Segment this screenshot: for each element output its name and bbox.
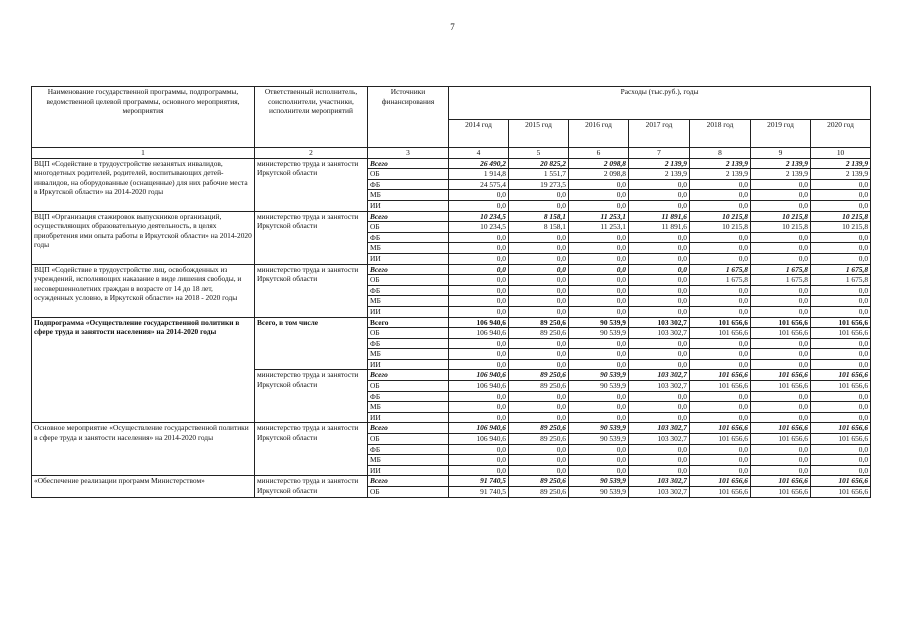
amount-cell: 89 250,6	[509, 370, 569, 381]
amount-cell: 0,0	[509, 275, 569, 286]
amount-cell: 0,0	[449, 264, 509, 275]
amount-cell: 0,0	[509, 402, 569, 413]
amount-cell: 101 656,6	[751, 434, 811, 445]
source-cell: Всего	[368, 211, 449, 222]
amount-cell: 0,0	[509, 306, 569, 317]
amount-cell: 106 940,6	[449, 370, 509, 381]
year-header: 2020 год	[811, 120, 871, 148]
amount-cell: 2 139,9	[629, 169, 690, 180]
source-cell: МБ	[368, 243, 449, 254]
amount-cell: 89 250,6	[509, 476, 569, 487]
measure-name: Основное мероприятие «Осуществление государственной политики в сфере труда и занятости населения» на 2014-2020 годы	[32, 423, 255, 476]
source-cell: Всего	[368, 317, 449, 328]
amount-cell: 0,0	[509, 338, 569, 349]
measure-name: ВЦП «Содействие в трудоустройстве лиц, освобожденных из учреждений, исполняющих наказание в виде лишения свободы, и несовершеннолетних граждан в возрасте от 14 до 18 лет, осужденных условно, в Иркутской области» на 2018 - 2020 годы	[32, 264, 255, 317]
amount-cell: 0,0	[449, 243, 509, 254]
amount-cell: 0,0	[449, 338, 509, 349]
amount-cell: 1 675,8	[751, 275, 811, 286]
col-header-executor: Ответственный исполнитель, соисполнители, участники, исполнители мероприятий	[255, 87, 368, 148]
amount-cell: 0,0	[449, 190, 509, 201]
amount-cell: 0,0	[569, 412, 629, 423]
col-header-expenses: Расходы (тыс.руб.), годы	[449, 87, 871, 120]
amount-cell: 0,0	[751, 306, 811, 317]
column-number: 10	[811, 148, 871, 159]
amount-cell: 0,0	[449, 306, 509, 317]
source-cell: ИИ	[368, 412, 449, 423]
amount-cell: 89 250,6	[509, 434, 569, 445]
amount-cell: 89 250,6	[509, 487, 569, 498]
amount-cell: 90 539,9	[569, 487, 629, 498]
amount-cell: 101 656,6	[690, 317, 751, 328]
amount-cell: 0,0	[569, 444, 629, 455]
amount-cell: 1 675,8	[751, 264, 811, 275]
amount-cell: 0,0	[629, 296, 690, 307]
amount-cell: 101 656,6	[690, 381, 751, 392]
amount-cell: 0,0	[811, 455, 871, 466]
amount-cell: 0,0	[629, 253, 690, 264]
amount-cell: 101 656,6	[690, 370, 751, 381]
amount-cell: 90 539,9	[569, 434, 629, 445]
year-header: 2017 год	[629, 120, 690, 148]
amount-cell: 0,0	[449, 296, 509, 307]
amount-cell: 1 675,8	[811, 275, 871, 286]
amount-cell: 0,0	[811, 306, 871, 317]
amount-cell: 103 302,7	[629, 487, 690, 498]
amount-cell: 101 656,6	[751, 381, 811, 392]
amount-cell: 0,0	[569, 338, 629, 349]
amount-cell: 0,0	[509, 391, 569, 402]
amount-cell: 103 302,7	[629, 381, 690, 392]
amount-cell: 0,0	[751, 444, 811, 455]
amount-cell: 0,0	[751, 455, 811, 466]
executor-cell: министерство труда и занятости Иркутской области	[255, 423, 368, 476]
source-cell: МБ	[368, 455, 449, 466]
amount-cell: 101 656,6	[690, 434, 751, 445]
amount-cell: 101 656,6	[751, 423, 811, 434]
amount-cell: 0,0	[569, 402, 629, 413]
amount-cell: 0,0	[629, 455, 690, 466]
amount-cell: 0,0	[509, 200, 569, 211]
column-number: 4	[449, 148, 509, 159]
amount-cell: 0,0	[629, 444, 690, 455]
table-row	[32, 264, 871, 275]
amount-cell: 101 656,6	[811, 487, 871, 498]
source-cell: Всего	[368, 370, 449, 381]
column-number: 7	[629, 148, 690, 159]
amount-cell: 0,0	[811, 253, 871, 264]
amount-cell: 0,0	[569, 200, 629, 211]
amount-cell: 101 656,6	[751, 487, 811, 498]
amount-cell: 0,0	[811, 359, 871, 370]
amount-cell: 0,0	[509, 465, 569, 476]
measure-name: ВЦП «Организация стажировок выпускников организаций, осуществляющих образовательную деятельность, в целях приобретения ими опыта работы в Иркутской области» на 2014-2020 годы	[32, 211, 255, 264]
amount-cell: 89 250,6	[509, 317, 569, 328]
amount-cell: 0,0	[449, 349, 509, 360]
year-header: 2018 год	[690, 120, 751, 148]
amount-cell: 0,0	[569, 232, 629, 243]
page-number: 7	[450, 22, 455, 32]
source-cell: ОБ	[368, 328, 449, 339]
amount-cell: 0,0	[449, 412, 509, 423]
amount-cell: 8 158,1	[509, 211, 569, 222]
amount-cell: 0,0	[629, 359, 690, 370]
amount-cell: 0,0	[629, 402, 690, 413]
amount-cell: 101 656,6	[751, 476, 811, 487]
amount-cell: 0,0	[811, 465, 871, 476]
amount-cell: 91 740,5	[449, 487, 509, 498]
amount-cell: 0,0	[629, 275, 690, 286]
amount-cell: 0,0	[690, 412, 751, 423]
source-cell: ОБ	[368, 381, 449, 392]
amount-cell: 0,0	[629, 465, 690, 476]
measure-name: «Обеспечение реализации программ Министерством»	[32, 476, 255, 497]
amount-cell: 0,0	[811, 296, 871, 307]
amount-cell: 90 539,9	[569, 423, 629, 434]
amount-cell: 0,0	[569, 296, 629, 307]
amount-cell: 106 940,6	[449, 381, 509, 392]
source-cell: Всего	[368, 158, 449, 169]
amount-cell: 10 215,8	[751, 211, 811, 222]
amount-cell: 19 273,5	[509, 179, 569, 190]
source-cell: ФБ	[368, 285, 449, 296]
year-header: 2015 год	[509, 120, 569, 148]
amount-cell: 2 139,9	[690, 169, 751, 180]
source-cell: ФБ	[368, 444, 449, 455]
amount-cell: 0,0	[569, 243, 629, 254]
amount-cell: 0,0	[569, 349, 629, 360]
amount-cell: 103 302,7	[629, 423, 690, 434]
amount-cell: 20 825,2	[509, 158, 569, 169]
source-cell: ОБ	[368, 487, 449, 498]
amount-cell: 1 551,7	[509, 169, 569, 180]
amount-cell: 0,0	[509, 190, 569, 201]
column-number: 8	[690, 148, 751, 159]
amount-cell: 103 302,7	[629, 328, 690, 339]
amount-cell: 0,0	[449, 253, 509, 264]
amount-cell: 101 656,6	[751, 328, 811, 339]
source-cell: ФБ	[368, 338, 449, 349]
amount-cell: 90 539,9	[569, 317, 629, 328]
column-number: 6	[569, 148, 629, 159]
amount-cell: 0,0	[811, 285, 871, 296]
amount-cell: 10 215,8	[751, 222, 811, 233]
amount-cell: 0,0	[690, 243, 751, 254]
amount-cell: 103 302,7	[629, 317, 690, 328]
amount-cell: 0,0	[751, 253, 811, 264]
amount-cell: 10 215,8	[690, 211, 751, 222]
executor-cell: министерство труда и занятости Иркутской области	[255, 264, 368, 317]
amount-cell: 0,0	[690, 444, 751, 455]
source-cell: МБ	[368, 296, 449, 307]
amount-cell: 10 234,5	[449, 211, 509, 222]
amount-cell: 106 940,6	[449, 434, 509, 445]
year-header: 2016 год	[569, 120, 629, 148]
amount-cell: 0,0	[449, 465, 509, 476]
source-cell: Всего	[368, 264, 449, 275]
amount-cell: 0,0	[509, 296, 569, 307]
amount-cell: 10 215,8	[811, 222, 871, 233]
amount-cell: 0,0	[569, 275, 629, 286]
source-cell: ОБ	[368, 275, 449, 286]
measure-name: Подпрограмма «Осуществление государственной политики в сфере труда и занятости населения» на 2014-2020 годы	[32, 317, 255, 423]
table-row	[32, 476, 871, 487]
amount-cell: 0,0	[569, 391, 629, 402]
amount-cell: 2 139,9	[811, 158, 871, 169]
source-cell: ФБ	[368, 179, 449, 190]
amount-cell: 0,0	[751, 190, 811, 201]
amount-cell: 0,0	[629, 391, 690, 402]
amount-cell: 0,0	[690, 190, 751, 201]
source-cell: ИИ	[368, 359, 449, 370]
amount-cell: 0,0	[569, 285, 629, 296]
source-cell: ОБ	[368, 169, 449, 180]
amount-cell: 26 490,2	[449, 158, 509, 169]
column-number: 5	[509, 148, 569, 159]
amount-cell: 1 675,8	[811, 264, 871, 275]
amount-cell: 0,0	[629, 285, 690, 296]
source-cell: ИИ	[368, 465, 449, 476]
amount-cell: 2 139,9	[629, 158, 690, 169]
amount-cell: 0,0	[690, 349, 751, 360]
amount-cell: 0,0	[690, 253, 751, 264]
amount-cell: 103 302,7	[629, 370, 690, 381]
amount-cell: 0,0	[449, 402, 509, 413]
amount-cell: 101 656,6	[811, 434, 871, 445]
amount-cell: 0,0	[690, 402, 751, 413]
amount-cell: 0,0	[811, 190, 871, 201]
amount-cell: 0,0	[811, 391, 871, 402]
amount-cell: 0,0	[509, 412, 569, 423]
amount-cell: 101 656,6	[811, 317, 871, 328]
source-cell: ИИ	[368, 306, 449, 317]
amount-cell: 0,0	[629, 190, 690, 201]
amount-cell: 0,0	[629, 232, 690, 243]
amount-cell: 2 098,8	[569, 158, 629, 169]
amount-cell: 0,0	[569, 179, 629, 190]
table-row	[32, 317, 871, 328]
source-cell: ОБ	[368, 434, 449, 445]
amount-cell: 0,0	[751, 391, 811, 402]
amount-cell: 0,0	[690, 232, 751, 243]
amount-cell: 0,0	[449, 200, 509, 211]
amount-cell: 0,0	[569, 455, 629, 466]
amount-cell: 0,0	[751, 359, 811, 370]
amount-cell: 0,0	[569, 465, 629, 476]
amount-cell: 0,0	[811, 412, 871, 423]
amount-cell: 0,0	[569, 253, 629, 264]
executor-cell: Всего, в том числе	[255, 317, 368, 370]
source-cell: МБ	[368, 349, 449, 360]
amount-cell: 0,0	[751, 338, 811, 349]
executor-cell: министерство труда и занятости Иркутской области	[255, 158, 368, 211]
amount-cell: 2 139,9	[811, 169, 871, 180]
amount-cell: 0,0	[509, 455, 569, 466]
amount-cell: 0,0	[751, 285, 811, 296]
amount-cell: 0,0	[690, 359, 751, 370]
amount-cell: 0,0	[811, 200, 871, 211]
amount-cell: 0,0	[509, 243, 569, 254]
amount-cell: 0,0	[811, 402, 871, 413]
source-cell: ФБ	[368, 232, 449, 243]
amount-cell: 0,0	[690, 338, 751, 349]
amount-cell: 0,0	[569, 190, 629, 201]
amount-cell: 0,0	[751, 412, 811, 423]
amount-cell: 0,0	[811, 179, 871, 190]
amount-cell: 106 940,6	[449, 328, 509, 339]
amount-cell: 0,0	[751, 296, 811, 307]
amount-cell: 101 656,6	[811, 328, 871, 339]
amount-cell: 0,0	[751, 200, 811, 211]
amount-cell: 101 656,6	[751, 317, 811, 328]
amount-cell: 101 656,6	[811, 423, 871, 434]
amount-cell: 0,0	[449, 275, 509, 286]
amount-cell: 101 656,6	[811, 370, 871, 381]
amount-cell: 0,0	[509, 285, 569, 296]
amount-cell: 0,0	[449, 232, 509, 243]
amount-cell: 106 940,6	[449, 317, 509, 328]
amount-cell: 0,0	[509, 253, 569, 264]
source-cell: МБ	[368, 190, 449, 201]
amount-cell: 0,0	[811, 444, 871, 455]
amount-cell: 0,0	[629, 243, 690, 254]
amount-cell: 0,0	[509, 264, 569, 275]
column-number-row	[32, 148, 871, 159]
amount-cell: 0,0	[629, 200, 690, 211]
amount-cell: 11 253,1	[569, 222, 629, 233]
amount-cell: 0,0	[509, 232, 569, 243]
amount-cell: 0,0	[629, 179, 690, 190]
amount-cell: 0,0	[629, 349, 690, 360]
amount-cell: 24 575,4	[449, 179, 509, 190]
amount-cell: 2 098,8	[569, 169, 629, 180]
amount-cell: 0,0	[690, 306, 751, 317]
amount-cell: 0,0	[449, 455, 509, 466]
source-cell: Всего	[368, 476, 449, 487]
executor-cell: министерство труда и занятости Иркутской области	[255, 476, 368, 497]
amount-cell: 0,0	[690, 296, 751, 307]
amount-cell: 0,0	[690, 455, 751, 466]
amount-cell: 1 675,8	[690, 264, 751, 275]
amount-cell: 101 656,6	[690, 487, 751, 498]
amount-cell: 0,0	[690, 465, 751, 476]
amount-cell: 0,0	[449, 391, 509, 402]
measure-name: ВЦП «Содействие в трудоустройстве незанятых инвалидов, многодетных родителей, родителей, воспитывающих детей-инвалидов, на оборудованные (оснащенные) для них рабочие места в Иркутской области» на 2014-2020 годы	[32, 158, 255, 211]
amount-cell: 10 215,8	[690, 222, 751, 233]
amount-cell: 0,0	[751, 179, 811, 190]
amount-cell: 0,0	[811, 338, 871, 349]
executor-cell: министерство труда и занятости Иркутской области	[255, 211, 368, 264]
amount-cell: 0,0	[449, 444, 509, 455]
amount-cell: 0,0	[751, 232, 811, 243]
column-number: 1	[32, 148, 255, 159]
col-header-source: Источники финансирования	[368, 87, 449, 148]
column-number: 2	[255, 148, 368, 159]
source-cell: Всего	[368, 423, 449, 434]
amount-cell: 11 253,1	[569, 211, 629, 222]
year-header: 2014 год	[449, 120, 509, 148]
executor-cell: министерство труда и занятости Иркутской области	[255, 370, 368, 423]
amount-cell: 89 250,6	[509, 381, 569, 392]
amount-cell: 0,0	[629, 412, 690, 423]
amount-cell: 0,0	[629, 338, 690, 349]
amount-cell: 10 215,8	[811, 211, 871, 222]
amount-cell: 101 656,6	[690, 328, 751, 339]
amount-cell: 106 940,6	[449, 423, 509, 434]
amount-cell: 0,0	[751, 349, 811, 360]
source-cell: ОБ	[368, 222, 449, 233]
amount-cell: 1 914,8	[449, 169, 509, 180]
column-number: 9	[751, 148, 811, 159]
amount-cell: 10 234,5	[449, 222, 509, 233]
table-row	[32, 423, 871, 434]
amount-cell: 0,0	[811, 232, 871, 243]
amount-cell: 90 539,9	[569, 328, 629, 339]
table-row	[32, 158, 871, 169]
amount-cell: 0,0	[629, 306, 690, 317]
budget-table	[31, 86, 871, 498]
source-cell: ИИ	[368, 200, 449, 211]
amount-cell: 0,0	[690, 391, 751, 402]
amount-cell: 0,0	[751, 465, 811, 476]
amount-cell: 0,0	[811, 243, 871, 254]
amount-cell: 90 539,9	[569, 381, 629, 392]
amount-cell: 101 656,6	[690, 423, 751, 434]
amount-cell: 0,0	[569, 306, 629, 317]
amount-cell: 11 891,6	[629, 211, 690, 222]
amount-cell: 91 740,5	[449, 476, 509, 487]
amount-cell: 8 158,1	[509, 222, 569, 233]
amount-cell: 11 891,6	[629, 222, 690, 233]
amount-cell: 0,0	[449, 285, 509, 296]
amount-cell: 90 539,9	[569, 370, 629, 381]
column-number: 3	[368, 148, 449, 159]
amount-cell: 2 139,9	[751, 158, 811, 169]
amount-cell: 0,0	[751, 402, 811, 413]
amount-cell: 101 656,6	[690, 476, 751, 487]
amount-cell: 1 675,8	[690, 275, 751, 286]
amount-cell: 101 656,6	[751, 370, 811, 381]
amount-cell: 0,0	[569, 359, 629, 370]
amount-cell: 103 302,7	[629, 476, 690, 487]
amount-cell: 0,0	[690, 179, 751, 190]
year-header: 2019 год	[751, 120, 811, 148]
amount-cell: 90 539,9	[569, 476, 629, 487]
amount-cell: 0,0	[690, 285, 751, 296]
amount-cell: 101 656,6	[811, 381, 871, 392]
amount-cell: 2 139,9	[690, 158, 751, 169]
amount-cell: 0,0	[509, 349, 569, 360]
source-cell: ИИ	[368, 253, 449, 264]
amount-cell: 103 302,7	[629, 434, 690, 445]
amount-cell: 0,0	[449, 359, 509, 370]
amount-cell: 0,0	[811, 349, 871, 360]
table-row	[32, 211, 871, 222]
amount-cell: 101 656,6	[811, 476, 871, 487]
source-cell: МБ	[368, 402, 449, 413]
amount-cell: 0,0	[690, 200, 751, 211]
amount-cell: 0,0	[509, 444, 569, 455]
source-cell: ФБ	[368, 391, 449, 402]
col-header-name: Наименование государственной программы, подпрограммы, ведомственной целевой программы, основного мероприятия, мероприятия	[32, 87, 255, 148]
amount-cell: 89 250,6	[509, 423, 569, 434]
amount-cell: 0,0	[751, 243, 811, 254]
amount-cell: 0,0	[569, 264, 629, 275]
amount-cell: 0,0	[509, 359, 569, 370]
amount-cell: 0,0	[629, 264, 690, 275]
amount-cell: 89 250,6	[509, 328, 569, 339]
amount-cell: 2 139,9	[751, 169, 811, 180]
